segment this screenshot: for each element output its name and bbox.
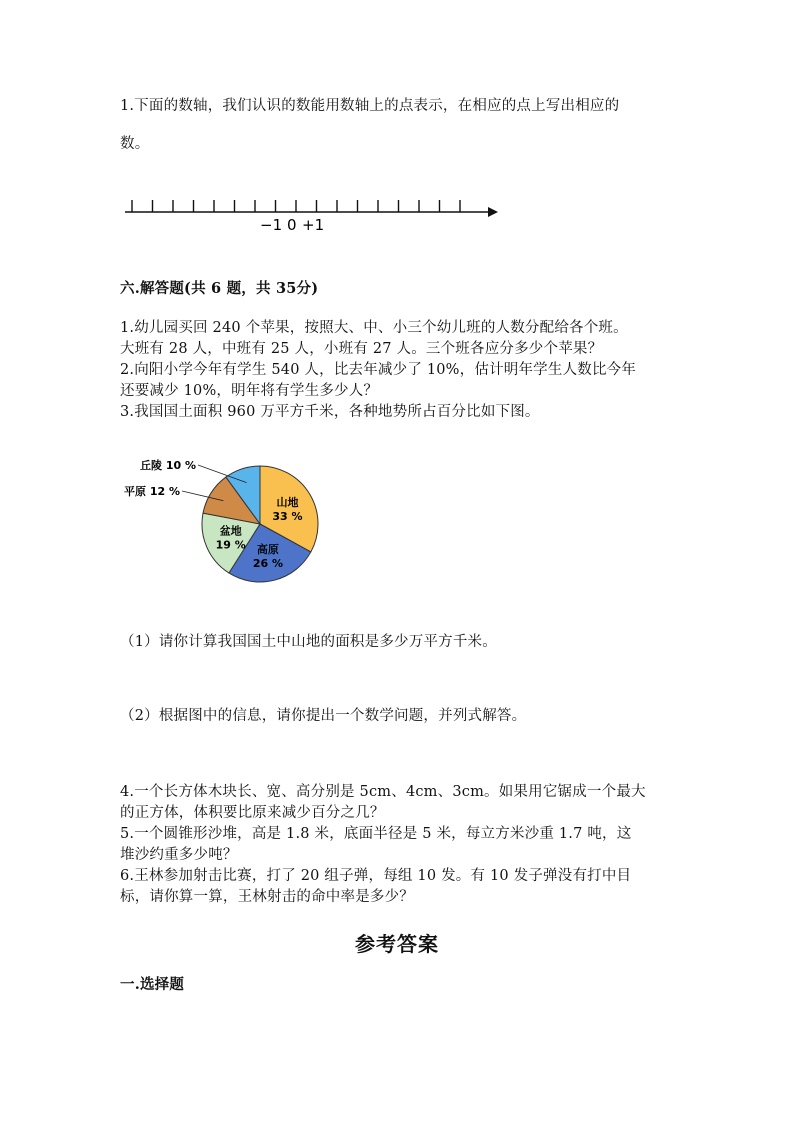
answers-title: 参考答案 — [355, 932, 439, 956]
s6-q6-line2: 标，请你算一算，王林射击的命中率是多少？ — [120, 889, 414, 905]
s6-q3-sub2: （2）根据图中的信息，请你提出一个数学问题，并列式解答。 — [120, 708, 527, 724]
section6-heading: 六.解答题(共 6 题，共 35分) — [120, 280, 319, 297]
s6-q4-line2: 的正方体，体积要比原来减少百分之几？ — [120, 805, 385, 821]
number-line-label-plus1: +1 — [302, 216, 325, 234]
s6-q2-line2: 还要减少 10%，明年将有学生多少人？ — [120, 383, 379, 399]
s6-q1-line2: 大班有 28 人，中班有 25 人，小班有 27 人。三个班各应分多少个苹果？ — [120, 341, 603, 357]
s6-q1-line1: 1.幼儿园买回 240 个苹果，按照大、中、小三个幼儿班的人数分配给各个班。 — [120, 320, 628, 336]
pie-slice-name: 高原 — [256, 542, 279, 556]
pie-slice-value: 19 % — [215, 538, 246, 552]
pie-slice-value: 26 % — [252, 556, 284, 570]
s6-q3-sub1: （1）请你计算我国国土中山地的面积是多少万平方千米。 — [120, 634, 497, 650]
number-line — [120, 196, 520, 236]
number-line-label-0: 0 — [287, 216, 297, 234]
number-line-ticks — [132, 200, 460, 212]
answers-section1: 一.选择题 — [120, 976, 185, 993]
pie-slice-value: 33 % — [272, 509, 303, 523]
s6-q4-line1: 4.一个长方体木块长、宽、高分别是 5cm、4cm、3cm。如果用它锯成一个最大 — [120, 784, 646, 800]
s6-q5-line2: 堆沙约重多少吨？ — [120, 847, 238, 863]
pie-slice-name: 山地 — [276, 495, 299, 509]
number-line-arrow — [488, 207, 498, 217]
number-line-label-minus1: −1 — [260, 216, 283, 234]
pie-outside-label: 平原 12 % — [124, 485, 180, 498]
pie-slice-name: 盆地 — [219, 524, 242, 538]
s6-q3-line1: 3.我国国土面积 960 万平方千米，各种地势所占百分比如下图。 — [120, 404, 540, 420]
terrain-pie-chart — [118, 455, 338, 590]
q1-text-line1: 1.下面的数轴，我们认识的数能用数轴上的点表示，在相应的点上写出相应的 — [120, 98, 620, 114]
s6-q6-line1: 6.王林参加射击比赛，打了 20 组子弹，每组 10 发。有 10 发子弹没有打中目 — [120, 868, 632, 884]
pie-outside-label: 丘陵 10 % — [140, 459, 196, 472]
s6-q5-line1: 5.一个圆锥形沙堆，高是 1.8 米，底面半径是 5 米，每立方米沙重 1.7 吨，这 — [120, 826, 632, 842]
s6-q2-line1: 2.向阳小学今年有学生 540 人，比去年减少了 10%，估计明年学生人数比今年 — [120, 362, 637, 378]
q1-text-line2: 数。 — [120, 136, 150, 152]
